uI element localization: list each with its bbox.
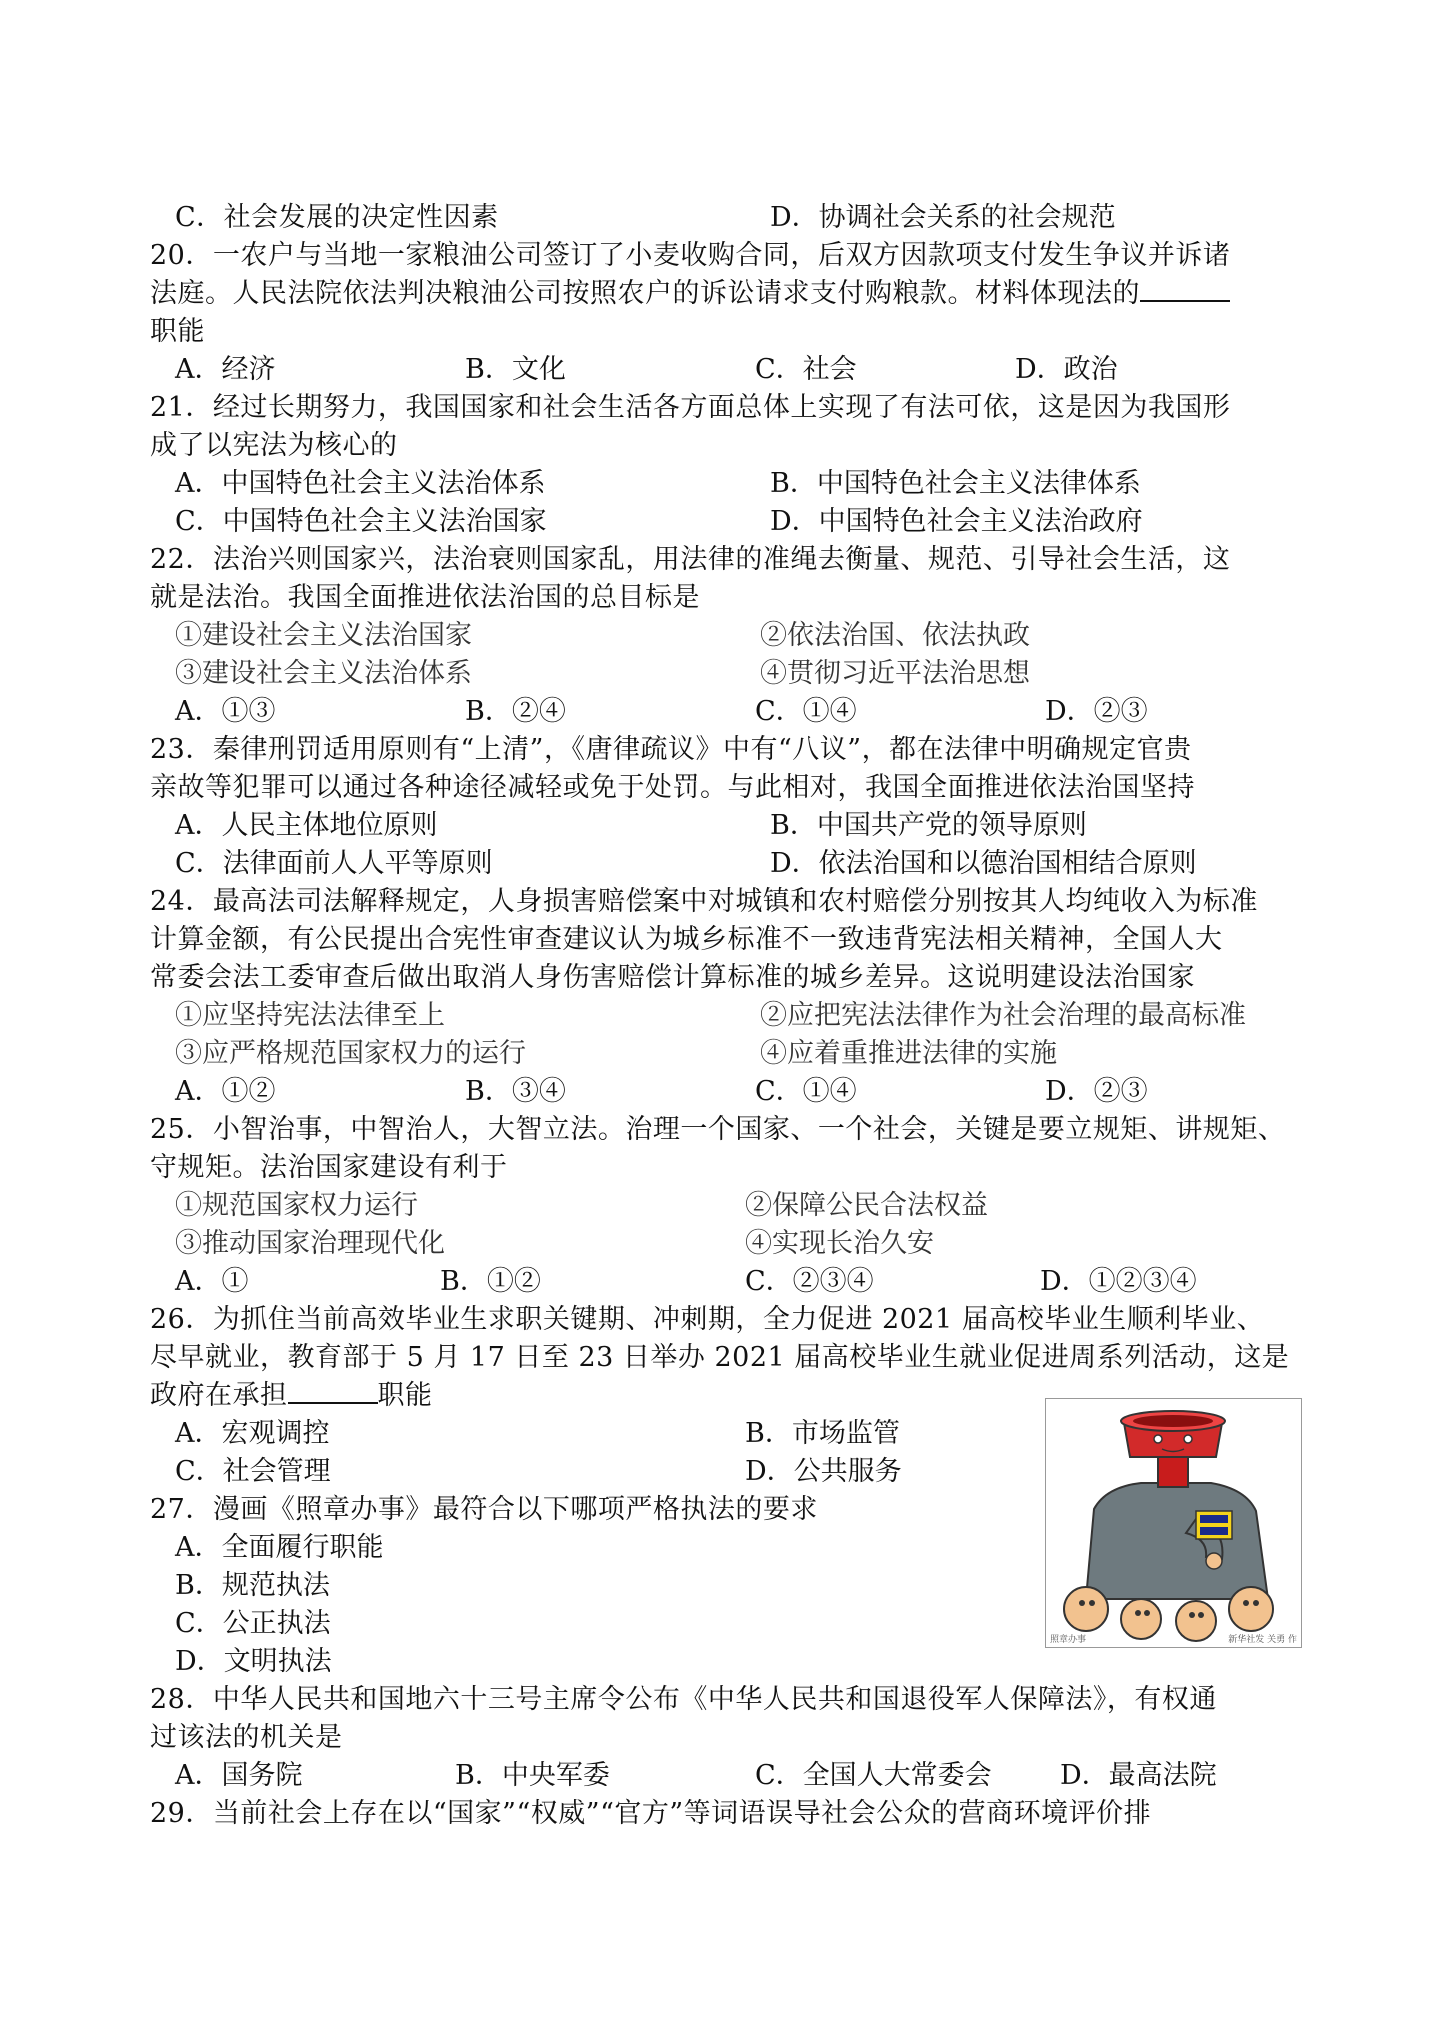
q25-item-3: ③推动国家治理现代化: [175, 1228, 445, 1259]
q26-option-b: B．市场监管: [745, 1418, 900, 1449]
q24-option-c: C．①④: [755, 1076, 857, 1107]
q20-option-d: D．政治: [1015, 354, 1118, 385]
q25-option-b: B．①②: [440, 1266, 541, 1297]
q22-option-a: A．①③: [175, 696, 276, 727]
q27-option-d: D．文明执法: [175, 1646, 332, 1677]
q21-option-b: B．中国特色社会主义法律体系: [770, 468, 1141, 499]
q25-stem-2: 守规矩。法治国家建设有利于: [150, 1152, 508, 1183]
q21-stem-2: 成了以宪法为核心的: [150, 430, 398, 461]
cartoon-caption-left: 照章办事: [1050, 1635, 1087, 1645]
q22-option-b: B．②④: [465, 696, 566, 727]
q26-option-a: A．宏观调控: [175, 1418, 330, 1449]
q25-stem-1: 25．小智治事，中智治人，大智立法。治理一个国家、一个社会，关键是要立规矩、讲规矩、: [150, 1114, 1286, 1145]
q28-stem-2: 过该法的机关是: [150, 1722, 343, 1753]
q20-stem-3: 职能: [150, 316, 205, 347]
q28-option-d: D．最高法院: [1060, 1760, 1217, 1791]
q22-item-4: ④贯彻习近平法治思想: [760, 658, 1030, 689]
q25-option-d: D．①②③④: [1040, 1266, 1197, 1297]
q22-item-3: ③建设社会主义法治体系: [175, 658, 472, 689]
q24-item-2: ②应把宪法法律作为社会治理的最高标准: [760, 1000, 1246, 1031]
q23-stem-1: 23．秦律刑罚适用原则有“上清”，《唐律疏议》中有“八议”，都在法律中明确规定官贵: [150, 734, 1192, 765]
q24-stem-1: 24．最高法司法解释规定，人身损害赔偿案中对城镇和农村赔偿分别按其人均纯收入为标准: [150, 886, 1258, 917]
q24-option-a: A．①②: [175, 1076, 276, 1107]
q23-option-a: A．人民主体地位原则: [175, 810, 438, 841]
q26-stem-3: [150, 1378, 433, 1414]
q20-option-c: C．社会: [755, 354, 857, 385]
cartoon-caption-right: 新华社发 关勇 作: [1228, 1635, 1297, 1645]
q19-option-c: C．社会发展的决定性因素: [175, 202, 499, 233]
q20-stem-1: 20．一农户与当地一家粮油公司签订了小麦收购合同，后双方因款项支付发生争议并诉诸: [150, 240, 1231, 271]
q22-stem-2: 就是法治。我国全面推进依法治国的总目标是: [150, 582, 700, 613]
q24-stem-2: 计算金额，有公民提出合宪性审查建议认为城乡标准不一致违背宪法相关精神，全国人大: [150, 924, 1223, 955]
q20-stem-2-text: 法庭。人民法院依法判决粮油公司按照农户的诉讼请求支付购粮款。材料体现法的: [150, 278, 1140, 309]
cartoon-drawing: [1046, 1399, 1301, 1647]
q23-option-b: B．中国共产党的领导原则: [770, 810, 1087, 841]
q21-option-c: C．中国特色社会主义法治国家: [175, 506, 547, 537]
q27-option-b: B．规范执法: [175, 1570, 330, 1601]
q26-option-d: D．公共服务: [745, 1456, 902, 1487]
q25-item-1: ①规范国家权力运行: [175, 1190, 418, 1221]
q25-item-2: ②保障公民合法权益: [745, 1190, 988, 1221]
q25-option-a: A．①: [175, 1266, 249, 1297]
answer-blank: [1140, 278, 1230, 302]
q26-stem-3-tail: 职能: [377, 1380, 433, 1411]
q27-option-c: C．公正执法: [175, 1608, 331, 1639]
q28-stem-1: 28．中华人民共和国地六十三号主席令公布《中华人民共和国退役军人保障法》，有权通: [150, 1684, 1217, 1715]
q29-stem-1: 29．当前社会上存在以“国家”“权威”“官方”等词语误导社会公众的营商环境评价排: [150, 1798, 1152, 1829]
q27-stem: 27．漫画《照章办事》最符合以下哪项严格执法的要求: [150, 1494, 818, 1525]
q28-option-b: B．中央军委: [455, 1760, 610, 1791]
q24-option-d: D．②③: [1045, 1076, 1148, 1107]
q23-option-c: C．法律面前人人平等原则: [175, 848, 493, 879]
q26-stem-3-text: 政府在承担: [150, 1380, 288, 1411]
q20-stem-2: [150, 276, 1230, 312]
q26-stem-1: 26．为抓住当前高效毕业生求职关键期、冲刺期，全力促进 2021 届高校毕业生顺利毕业、: [150, 1304, 1265, 1335]
q22-item-1: ①建设社会主义法治国家: [175, 620, 472, 651]
answer-blank: [288, 1380, 378, 1404]
q26-stem-2: 尽早就业，教育部于 5 月 17 日至 23 日举办 2021 届高校毕业生就业促进周系列活动，这是: [150, 1342, 1290, 1373]
q20-option-b: B．文化: [465, 354, 566, 385]
q23-option-d: D．依法治国和以德治国相结合原则: [770, 848, 1197, 879]
q23-stem-2: 亲故等犯罪可以通过各种途径减轻或免于处罚。与此相对，我国全面推进依法治国坚持: [150, 772, 1195, 803]
q20-option-a: A．经济: [175, 354, 276, 385]
q24-item-4: ④应着重推进法律的实施: [760, 1038, 1057, 1069]
q24-option-b: B．③④: [465, 1076, 566, 1107]
q21-option-a: A．中国特色社会主义法治体系: [175, 468, 546, 499]
q24-stem-3: 常委会法工委审查后做出取消人身伤害赔偿计算标准的城乡差异。这说明建设法治国家: [150, 962, 1195, 993]
q19-option-d: D．协调社会关系的社会规范: [770, 202, 1116, 233]
q21-stem-1: 21．经过长期努力，我国国家和社会生活各方面总体上实现了有法可依，这是因为我国形: [150, 392, 1231, 423]
q24-item-1: ①应坚持宪法法律至上: [175, 1000, 445, 1031]
q21-option-d: D．中国特色社会主义法治政府: [770, 506, 1143, 537]
q22-option-c: C．①④: [755, 696, 857, 727]
q22-option-d: D．②③: [1045, 696, 1148, 727]
q27-option-a: A．全面履行职能: [175, 1532, 384, 1563]
q26-option-c: C．社会管理: [175, 1456, 331, 1487]
q25-item-4: ④实现长治久安: [745, 1228, 934, 1259]
cartoon-illustration: [1045, 1398, 1302, 1648]
q22-item-2: ②依法治国、依法执政: [760, 620, 1030, 651]
q24-item-3: ③应严格规范国家权力的运行: [175, 1038, 526, 1069]
q22-stem-1: 22．法治兴则国家兴，法治衰则国家乱，用法律的准绳去衡量、规范、引导社会生活，这: [150, 544, 1231, 575]
q28-option-c: C．全国人大常委会: [755, 1760, 992, 1791]
q28-option-a: A．国务院: [175, 1760, 303, 1791]
q25-option-c: C．②③④: [745, 1266, 874, 1297]
